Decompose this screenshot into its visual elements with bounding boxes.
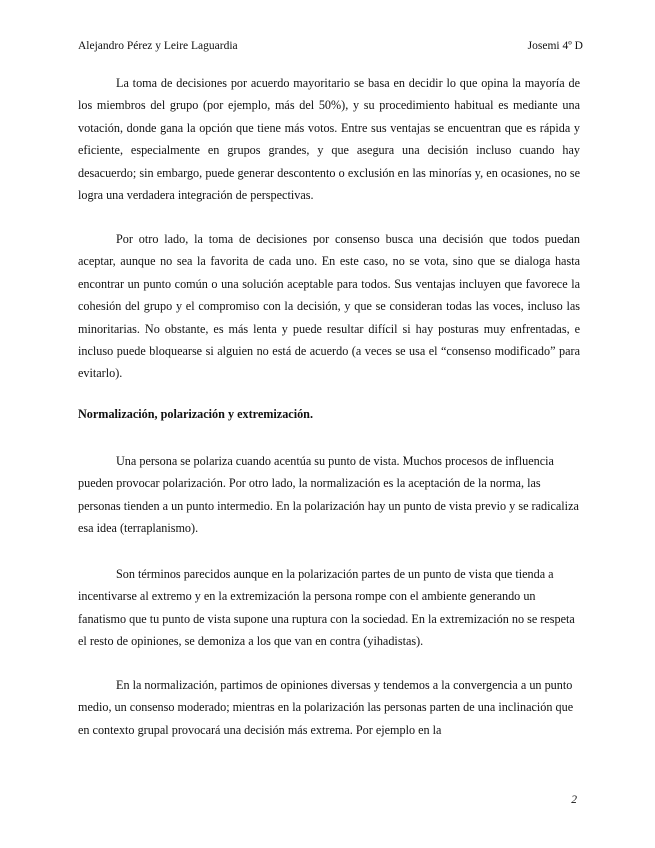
paragraph-normalization: En la normalización, partimos de opiniones diversas y tendemos a la convergencia a un punto medio, un consenso moderado; mientras en la polarización las personas parten de una inclinación que en contexto grupal provocará una decisión más extrema. Por ejemplo en la: [78, 678, 574, 737]
header-class: Josemi 4º D: [527, 40, 583, 52]
header-authors: Alejandro Pérez y Leire Laguardia: [78, 40, 238, 52]
page-number: 2: [571, 794, 577, 806]
paragraph-extremization: Son términos parecidos aunque en la polarización partes de un punto de vista que tienda a incentivarse al extremo y en la extremización la persona rompe con el ambiente generando un fanatismo que tu punto de vista supone una ruptura con la sociedad. En la extremización no se respeta el resto de opiniones, se demoniza a los que van en contra (yihadistas).: [78, 567, 575, 649]
paragraph-majority-decision: La toma de decisiones por acuerdo mayoritario se basa en decidir lo que opina la mayoría de los miembros del grupo (por ejemplo, más del 50%), y su procedimiento habitual es mediante una votación, donde gana la opción que tiene más votos. Entre sus ventajas se encuentran que es rápida y eficiente, especialmente en grupos grandes, y que asegura una decisión incluso cuando hay desacuerdo; sin embargo, puede generar descontento o exclusión en las minorías y, en ocasiones, no se logra una verdadera integración de perspectivas.: [78, 76, 580, 203]
page-header: [78, 40, 583, 52]
section-heading: Normalización, polarización y extremización.: [78, 407, 314, 421]
paragraph-consensus-decision: Por otro lado, la toma de decisiones por consenso busca una decisión que todos puedan aceptar, aunque no sea la favorita de cada uno. En este caso, no se vota, sino que se dialoga hasta encontrar un punto común o una solución aceptable para todos. Sus ventajas incluyen que favorece la cohesión del grupo y el compromiso con la decisión, y que se consideran todas las voces, incluso las minoritarias. No obstante, es más lenta y puede resultar difícil si hay posturas muy enfrentadas, e incluso puede bloquearse si alguien no está de acuerdo (a veces se usa el “consenso modificado” para evitarlo).: [78, 232, 580, 381]
paragraph-polarization: Una persona se polariza cuando acentúa su punto de vista. Muchos procesos de influencia pueden provocar polarización. Por otro lado, la normalización es la aceptación de la norma, las personas tienden a un punto intermedio. En la polarización hay un punto de vista previo y se radicaliza esa idea (terraplanismo).: [78, 454, 579, 536]
